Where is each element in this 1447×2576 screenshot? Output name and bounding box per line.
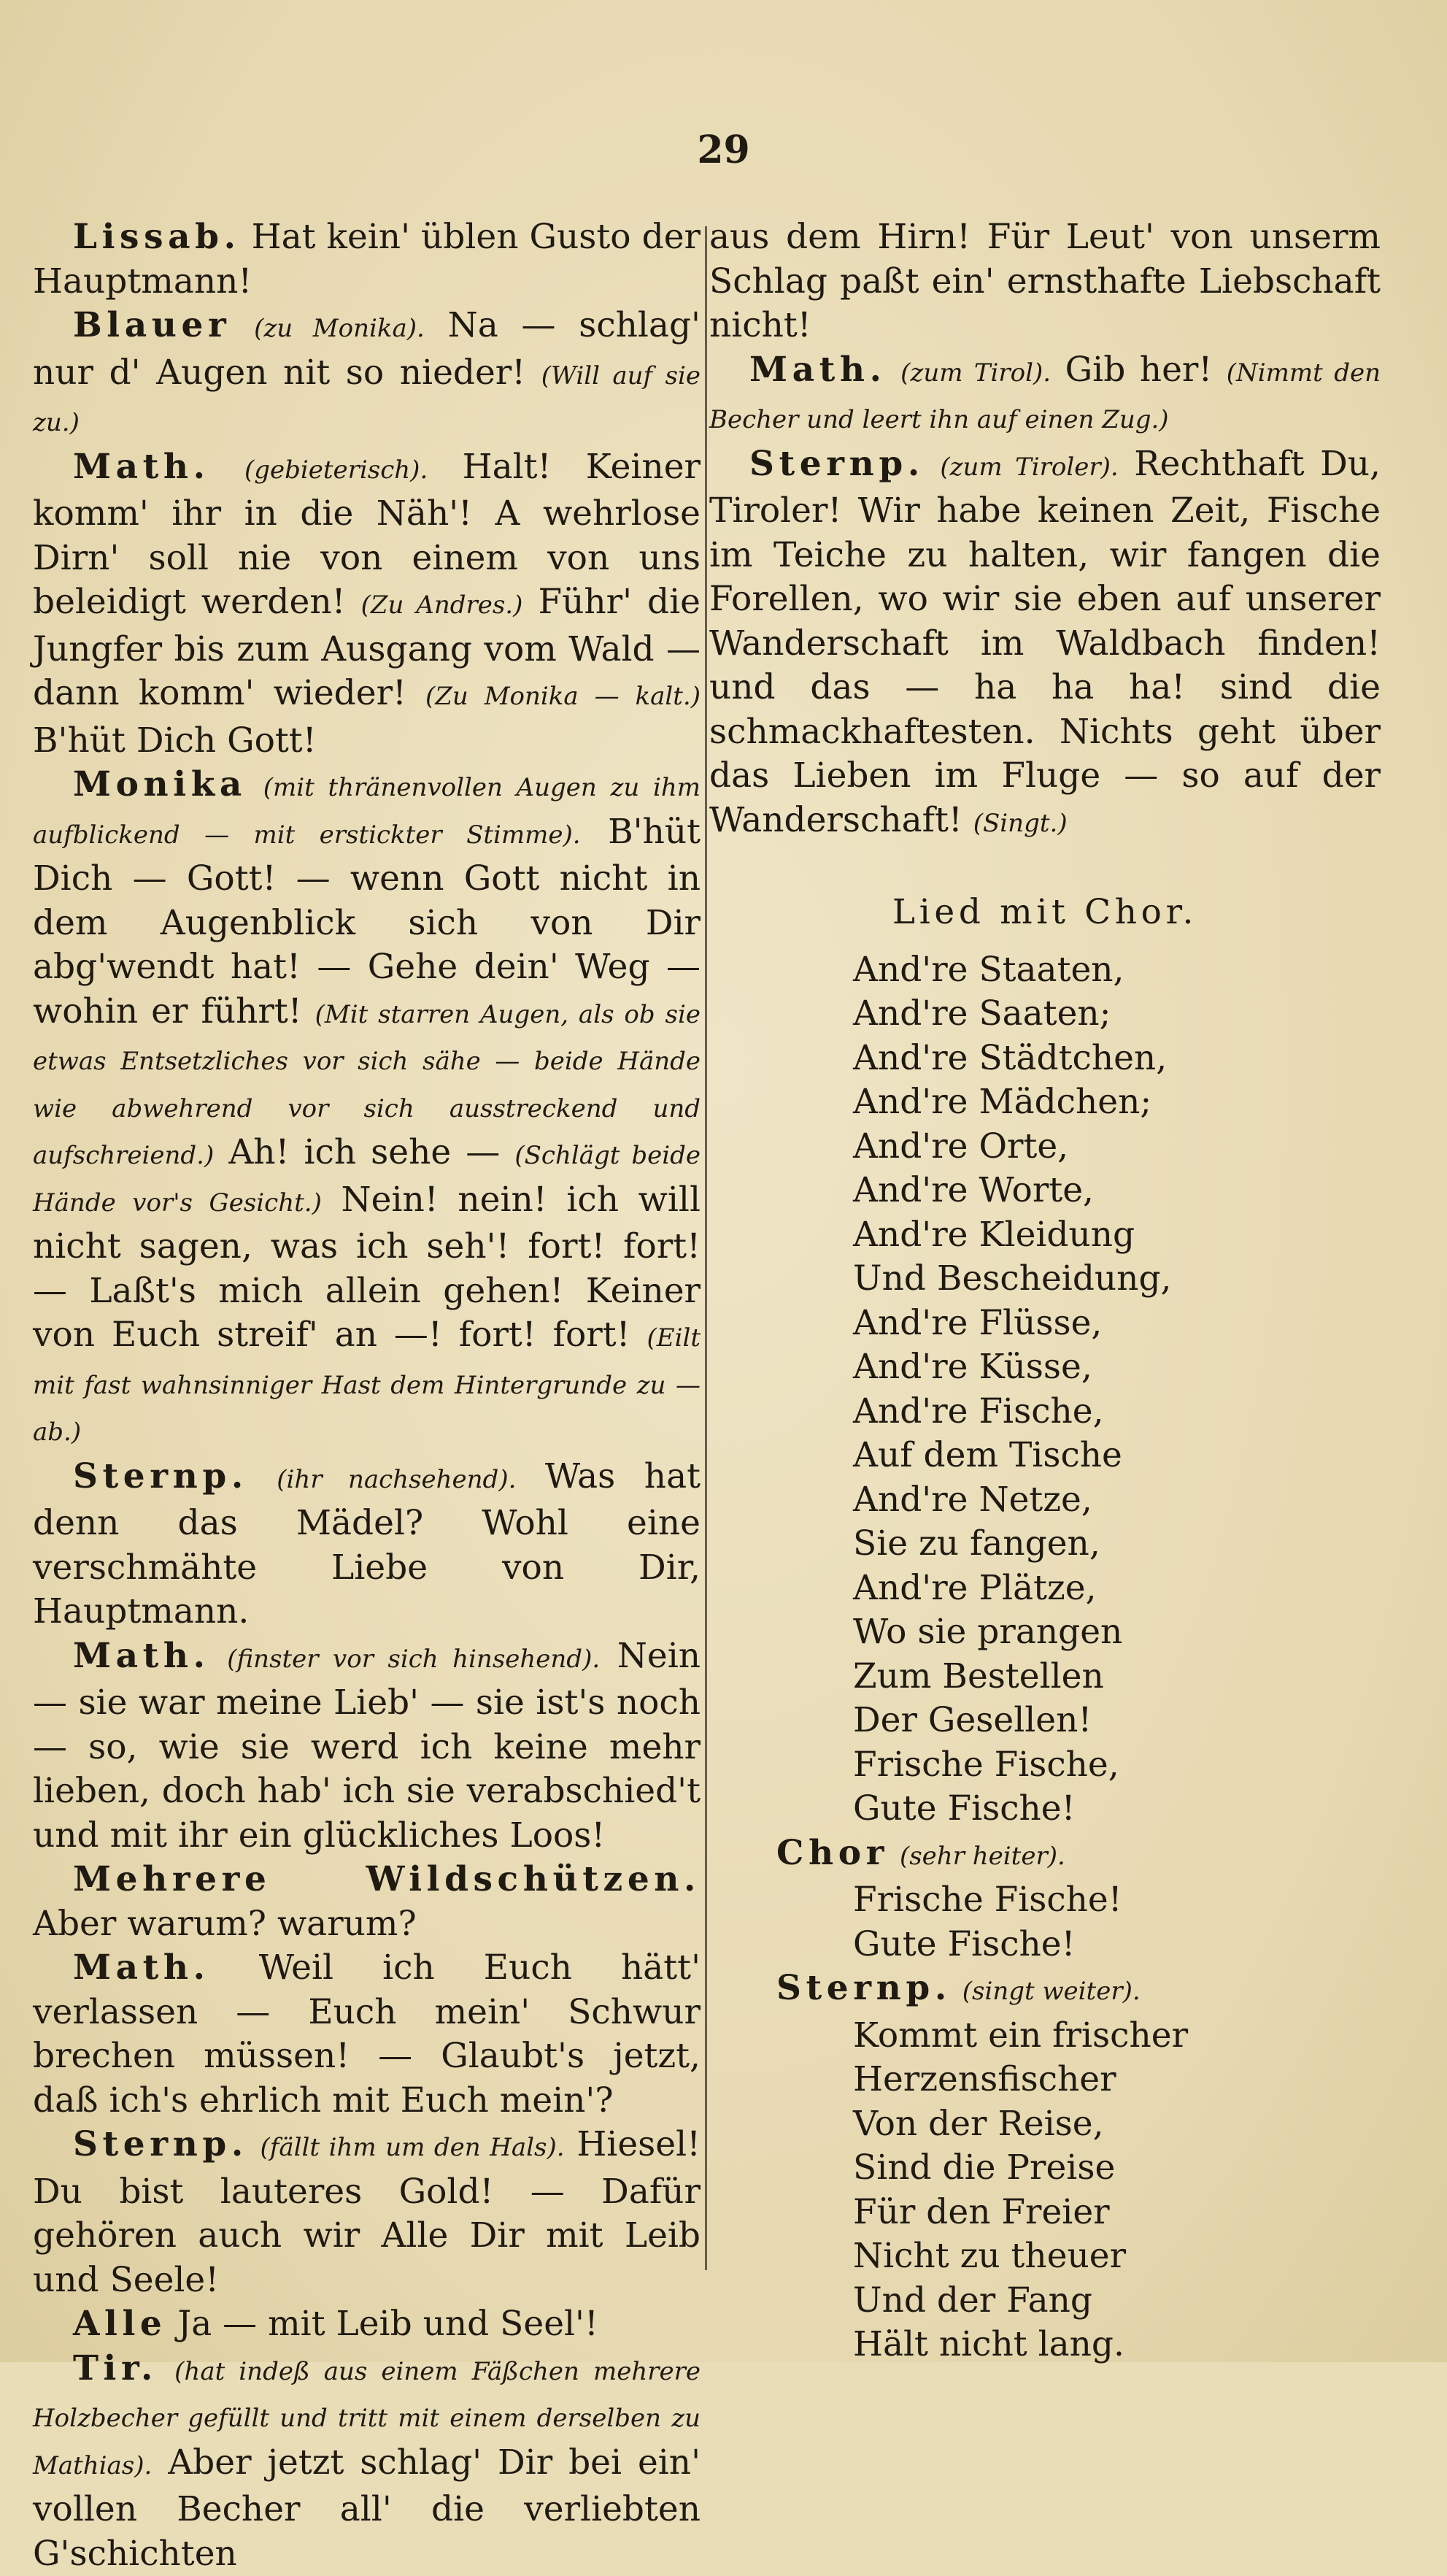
stage-direction: (ihr nachsehend).: [277, 1465, 516, 1494]
verse-line: And're Saaten;: [853, 992, 1381, 1037]
dialogue-paragraph: [709, 442, 1381, 846]
dialogue-text: Weil ich Euch hätt' verlassen — Euch mein' Schwur brechen müssen! — Glaubt's jetzt, daß ich's ehrlich mit Euch mein'?: [33, 1948, 701, 2121]
stage-direction: (Zu Monika — kalt.): [425, 682, 701, 711]
dialogue-text: Halt! Keiner komm' ihr in die Näh'! A wehrlose Dirn' soll nie von einem von uns beleidigt werden!: [33, 447, 701, 623]
stage-direction: (hat indeß aus einem Fäßchen mehrere Holzbecher gefüllt und tritt mit einem derselben zu Mathias).: [33, 2357, 701, 2480]
dialogue-paragraph: [33, 215, 701, 304]
dialogue-paragraph: [33, 304, 701, 445]
stage-direction: (zum Tiroler).: [940, 453, 1118, 482]
verse-line: And're Mädchen;: [853, 1080, 1381, 1125]
speaker-name: Sternp.: [749, 444, 925, 484]
verse-line: Nicht zu theuer: [853, 2234, 1381, 2279]
stage-direction: (Eilt mit fast wahnsinniger Hast dem Hintergrunde zu — ab.): [33, 1323, 701, 1447]
verse-line: And're Küsse,: [853, 1345, 1381, 1390]
speaker-name: Math.: [73, 447, 210, 487]
speaker-name: Chor: [776, 1833, 889, 1873]
stage-direction: (Schlägt beide Hände vor's Gesicht.): [33, 1141, 701, 1218]
chorus-verse: [709, 1878, 1381, 1966]
verse-line: Gute Fische!: [853, 1923, 1381, 1967]
stage-direction: (sehr heiter).: [900, 1842, 1065, 1871]
stage-direction: (mit thränenvollen Augen zu ihm aufblickend — mit erstickter Stimme).: [33, 773, 701, 850]
verse-line: And're Fische,: [853, 1390, 1381, 1434]
verse-line: Und Bescheidung,: [853, 1257, 1381, 1302]
right-column: [709, 215, 1381, 2367]
verse-line: And're Worte,: [853, 1169, 1381, 1213]
verse-line: Auf dem Tische: [853, 1434, 1381, 1478]
speaker-name: Tir.: [73, 2348, 158, 2388]
verse-line: Zum Bestellen: [853, 1655, 1381, 1699]
speaker-name: Mehrere Wildschützen.: [73, 1859, 701, 1899]
dialogue-text: Aber jetzt schlag' Dir bei ein' vollen Becher all' die verliebten G'schichten: [33, 2442, 701, 2574]
speaker-name: Sternp.: [776, 1968, 952, 2008]
dialogue-paragraph: [33, 763, 701, 1455]
speaker-name: Sternp.: [73, 2124, 248, 2164]
dialogue-text: Führ' die Jungfer bis zum Ausgang vom Wald — dann komm' wieder!: [33, 582, 701, 713]
verse-line: And're Flüsse,: [853, 1302, 1381, 1346]
stage-direction: (Mit starren Augen, als ob sie etwas Entsetzliches vor sich sähe — beide Hände wie abwehrend vor sich ausstreckend und aufschreiend.): [33, 1000, 701, 1171]
speaker-name: Sternp.: [73, 1456, 248, 1496]
column-divider: [705, 226, 707, 2270]
sternp-song-line: [709, 1966, 1381, 2014]
verse-line: Gute Fische!: [853, 1787, 1381, 1831]
dialogue-text: Na — schlag' nur d' Augen nit so nieder!: [33, 305, 701, 393]
dialogue-paragraph: [709, 215, 1381, 348]
dialogue-paragraph: [33, 1634, 701, 1858]
speaker-name: Math.: [73, 1636, 210, 1676]
dialogue-text: Rechthaft Du, Tiroler! Wir habe keinen Zeit, Fische im Teiche zu halten, wir fangen die Forellen, wo wir sie eben auf unserer Wanderschaft im Waldbach finden! und das — ha ha ha! sind die schmackhaftesten. Nichts geht über das Lieben im Fluge — so auf der Wanderschaft!: [709, 444, 1381, 840]
song-verse-2: [709, 2014, 1381, 2367]
right-column-dialogue: [709, 215, 1381, 845]
dialogue-paragraph: [33, 1946, 701, 2123]
dialogue-text: aus dem Hirn! Für Leut' von unserm Schlag paßt ein' ernsthafte Liebschaft nicht!: [709, 217, 1381, 345]
stage-direction: (zu Monika).: [254, 314, 425, 343]
verse-line: Der Gesellen!: [853, 1699, 1381, 1743]
speaker-name: Alle: [73, 2304, 166, 2344]
verse-line: And're Plätze,: [853, 1566, 1381, 1611]
stage-direction: (Will auf sie zu.): [33, 361, 701, 438]
verse-line: And're Orte,: [853, 1125, 1381, 1169]
left-column: [33, 215, 701, 2576]
stage-direction: (Zu Andres.): [361, 591, 523, 620]
verse-line: And're Netze,: [853, 1478, 1381, 1523]
dialogue-text: Ja — mit Leib und Seel'!: [177, 2304, 598, 2344]
verse-line: Hält nicht lang.: [853, 2323, 1381, 2367]
verse-line: Frische Fische,: [853, 1743, 1381, 1788]
stage-direction: (Singt.): [973, 809, 1068, 838]
dialogue-text: Nein! nein! ich will nicht sagen, was ich seh'! fort! fort! — Laßt's mich allein gehen! Keiner von Euch streif' an —! fort! fort!: [33, 1180, 701, 1356]
verse-line: And're Kleidung: [853, 1213, 1381, 1258]
verse-line: Für den Freier: [853, 2191, 1381, 2235]
page-number: 29: [0, 128, 1447, 172]
stage-direction: (Nimmt den Becher und leert ihn auf einen Zug.): [709, 358, 1381, 435]
dialogue-text: Aber warum? warum?: [33, 1904, 417, 1944]
stage-direction: (singt weiter).: [962, 1977, 1141, 2006]
dialogue-paragraph: [33, 1858, 701, 1946]
dialogue-text: Nein — sie war meine Lieb' — sie ist's noch — so, wie sie werd ich keine mehr lieben, doch hab' ich sie verabschied't und mit ihr ein glückliches Loos!: [33, 1636, 701, 1856]
dialogue-text: Hiesel! Du bist lauteres Gold! — Dafür gehören auch wir Alle Dir mit Leib und Seele!: [33, 2124, 701, 2300]
dialogue-paragraph: [33, 1455, 701, 1634]
verse-line: And're Städtchen,: [853, 1037, 1381, 1081]
chorus-line: [709, 1831, 1381, 1879]
dialogue-text: Hat kein' üblen Gusto der Hauptmann!: [33, 217, 701, 301]
dialogue-paragraph: [33, 2123, 701, 2302]
verse-line: Und der Fang: [853, 2279, 1381, 2323]
stage-direction: (zum Tirol).: [900, 358, 1051, 388]
speaker-name: Blauer: [73, 305, 231, 345]
verse-line: Sie zu fangen,: [853, 1522, 1381, 1566]
stage-direction: (finster vor sich hinsehend).: [227, 1645, 600, 1674]
stage-direction: (gebieterisch).: [244, 455, 428, 485]
speaker-name: Math.: [749, 350, 887, 390]
dialogue-paragraph: [33, 2302, 701, 2347]
speaker-name: Lissab.: [73, 217, 241, 257]
dialogue-paragraph: [33, 2347, 701, 2576]
dialogue-paragraph: [33, 445, 701, 764]
speaker-name: Monika: [73, 764, 247, 804]
dialogue-text: B'hüt Dich — Gott! — wenn Gott nicht in dem Augenblick sich von Dir abg'wendt hat! — Gehe dein' Weg — wohin er führt!: [33, 812, 701, 1031]
dialogue-text: Ah! ich sehe —: [228, 1132, 500, 1172]
song-title: Lied mit Chor.: [709, 891, 1381, 935]
verse-line: And're Staaten,: [853, 948, 1381, 993]
dialogue-text: B'hüt Dich Gott!: [33, 720, 317, 761]
verse-line: Von der Reise,: [853, 2102, 1381, 2147]
dialogue-text: Gib her!: [1065, 350, 1213, 390]
verse-line: Sind die Preise: [853, 2146, 1381, 2191]
verse-line: Herzensfischer: [853, 2058, 1381, 2102]
verse-line: Kommt ein frischer: [853, 2014, 1381, 2058]
verse-line: Frische Fische!: [853, 1878, 1381, 1923]
song-verse-1: [709, 948, 1381, 1831]
speaker-name: Math.: [73, 1948, 210, 1988]
dialogue-text: Was hat denn das Mädel? Wohl eine verschmähte Liebe von Dir, Hauptmann.: [33, 1456, 701, 1632]
verse-line: Wo sie prangen: [853, 1610, 1381, 1655]
stage-direction: (fällt ihm um den Hals).: [261, 2133, 565, 2162]
dialogue-paragraph: [709, 348, 1381, 442]
